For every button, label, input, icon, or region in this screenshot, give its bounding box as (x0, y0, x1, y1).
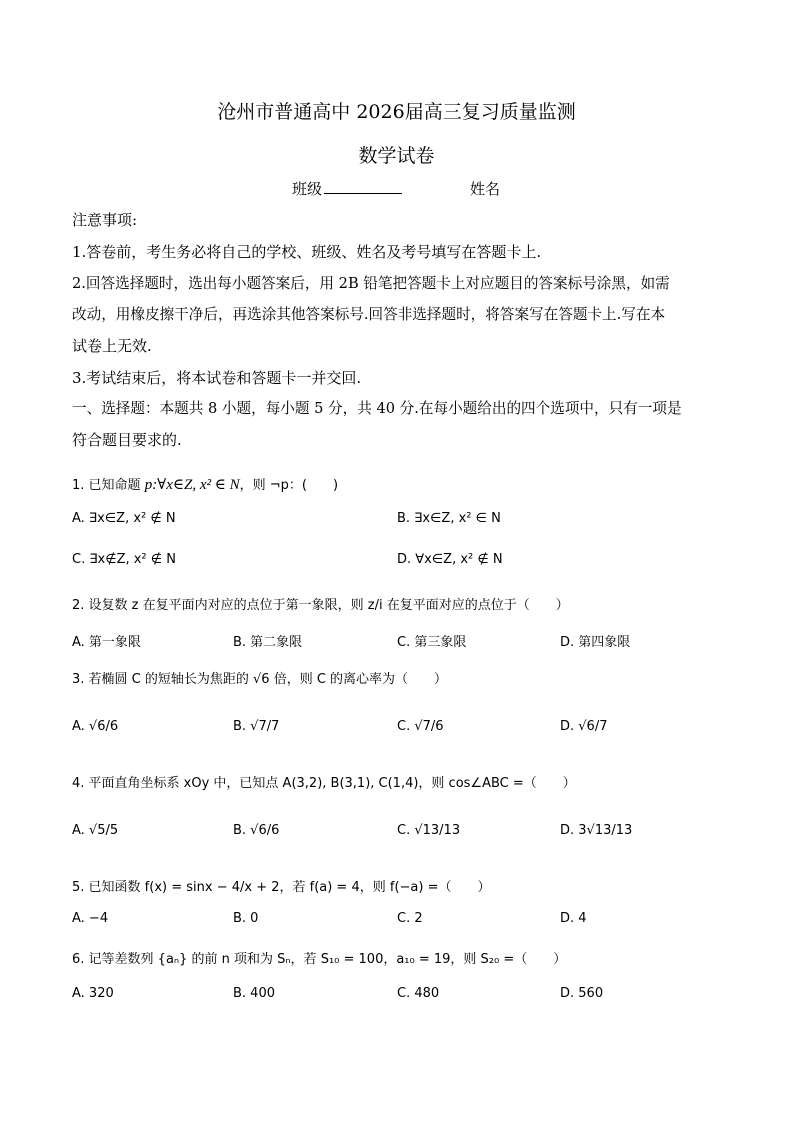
question-4-stem: 4. 平面直角坐标系 xOy 中，已知点 A(3,2), B(3,1), C(1,4)，则 cos∠ABC =（ ） (72, 776, 576, 791)
question-2-stem: 2. 设复数 z 在复平面内对应的点位于第一象限，则 z/i 在复平面对应的点位于（ ） (72, 598, 569, 613)
q3-option-a: A. √6/6 (72, 719, 119, 734)
q4-option-c: C. √13/13 (397, 823, 461, 838)
question-6-stem: 6. 记等差数列 {aₙ} 的前 n 项和为 Sₙ，若 S₁₀ = 100，a₁₀ = 19，则 S₂₀ =（ ） (72, 952, 567, 967)
section-instructions-line2: 符合题目要求的. (72, 431, 182, 449)
class-field (292, 178, 402, 199)
q4-option-b: B. √6/6 (233, 823, 280, 838)
q6-option-a: A. 320 (72, 986, 114, 1001)
q3-option-c: C. √7/6 (397, 719, 444, 734)
note-item-1: 1.答卷前，考生务必将自己的学校、班级、姓名及考号填写在答题卡上. (72, 243, 542, 261)
class-blank (324, 179, 402, 194)
q4-option-d: D. 3√13/13 (560, 823, 633, 838)
q1-option-c: C. ∃x∉Z, x² ∉ N (72, 552, 176, 567)
q2-option-a: A. 第一象限 (72, 635, 141, 650)
q1-option-a: A. ∃x∈Z, x² ∉ N (72, 511, 176, 526)
notes-heading: 注意事项: (72, 211, 138, 229)
question-1-stem: 1. 已知命题 p:∀x∈Z, x² ∈ N，则 ¬p：( ) (72, 477, 339, 493)
q4-option-a: A. √5/5 (72, 823, 119, 838)
note-item-2-line3: 试卷上无效. (72, 337, 152, 355)
q6-option-c: C. 480 (397, 986, 440, 1001)
q2-option-c: C. 第三象限 (397, 635, 467, 650)
note-item-3: 3.考试结束后，将本试卷和答题卡一并交回. (72, 369, 362, 387)
q6-option-b: B. 400 (233, 986, 275, 1001)
q2-option-b: B. 第二象限 (233, 635, 303, 650)
q5-option-a: A. −4 (72, 911, 109, 926)
question-3-stem: 3. 若椭圆 C 的短轴长为焦距的 √6 倍，则 C 的离心率为（ ） (72, 672, 448, 687)
q1-option-d: D. ∀x∈Z, x² ∉ N (397, 552, 503, 567)
question-5-stem: 5. 已知函数 f(x) = sinx − 4/x + 2，若 f(a) = 4，则 f(−a) =（ ） (72, 880, 491, 895)
question-1-formula: p:∀x∈Z, x² ∈ N (144, 477, 240, 493)
q1-option-b: B. ∃x∈Z, x² ∈ N (397, 511, 501, 526)
name-label: 姓名 (470, 180, 501, 198)
q2-option-d: D. 第四象限 (560, 635, 631, 650)
note-item-2-line2: 改动，用橡皮擦干净后，再选涂其他答案标号.回答非选择题时，将答案写在答题卡上.写在本 (72, 306, 666, 323)
section-instructions-line1: 一、选择题：本题共 8 小题，每小题 5 分，共 40 分.在每小题给出的四个选项中，只有一项是 (72, 400, 682, 417)
page-subtitle: 数学试卷 (358, 145, 435, 167)
q3-option-d: D. √6/7 (560, 719, 608, 734)
note-item-2-line1: 2.回答选择题时，选出每小题答案后，用 2B 铅笔把答题卡上对应题目的答案标号涂黑，如需 (72, 275, 670, 292)
q3-option-b: B. √7/7 (233, 719, 280, 734)
q6-option-d: D. 560 (560, 986, 604, 1001)
class-label: 班级 (292, 180, 323, 198)
q5-option-b: B. 0 (233, 911, 259, 926)
q5-option-d: D. 4 (560, 911, 587, 926)
page-title: 沧州市普通高中 2026届高三复习质量监测 (217, 101, 576, 123)
q5-option-c: C. 2 (397, 911, 423, 926)
